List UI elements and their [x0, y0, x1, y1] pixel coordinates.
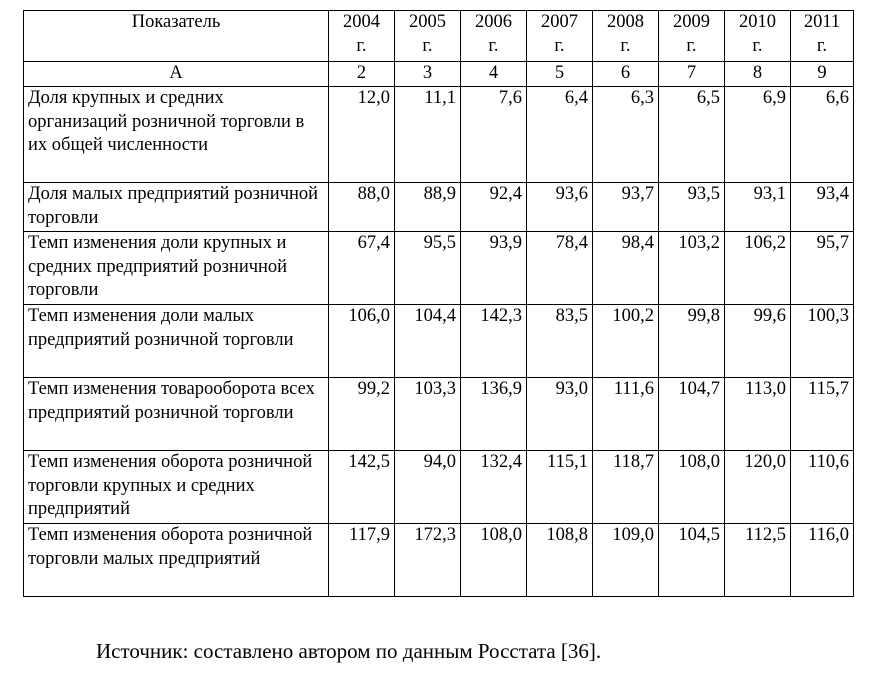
- table-row: [24, 182, 854, 231]
- value-cell: 88,0: [329, 182, 395, 231]
- value-cell: 93,1: [725, 182, 791, 231]
- value-cell: 113,0: [725, 377, 791, 450]
- header-year: 2009 г.: [659, 11, 725, 62]
- source-note: Источник: составлено автором по данным Росстата [36].: [96, 639, 602, 663]
- table-row: [24, 304, 854, 377]
- value-cell: 98,4: [593, 231, 659, 304]
- value-cell: 104,7: [659, 377, 725, 450]
- value-cell: 99,6: [725, 304, 791, 377]
- value-cell: 106,2: [725, 231, 791, 304]
- index-cell: 2: [329, 62, 395, 87]
- index-cell: 4: [461, 62, 527, 87]
- index-cell: 5: [527, 62, 593, 87]
- index-cell: 8: [725, 62, 791, 87]
- index-cell: А: [24, 62, 329, 87]
- index-cell: 9: [791, 62, 854, 87]
- table-row: [24, 450, 854, 523]
- value-cell: 95,5: [395, 231, 461, 304]
- index-cell: 6: [593, 62, 659, 87]
- value-cell: 103,2: [659, 231, 725, 304]
- table-row: [24, 377, 854, 450]
- value-cell: 103,3: [395, 377, 461, 450]
- value-cell: 142,5: [329, 450, 395, 523]
- value-cell: 172,3: [395, 523, 461, 596]
- value-cell: 94,0: [395, 450, 461, 523]
- value-cell: 93,9: [461, 231, 527, 304]
- table-row: [24, 86, 854, 182]
- value-cell: 120,0: [725, 450, 791, 523]
- value-cell: 110,6: [791, 450, 854, 523]
- value-cell: 93,7: [593, 182, 659, 231]
- index-row: [24, 62, 854, 87]
- value-cell: 7,6: [461, 86, 527, 182]
- value-cell: 111,6: [593, 377, 659, 450]
- value-cell: 116,0: [791, 523, 854, 596]
- value-cell: 12,0: [329, 86, 395, 182]
- value-cell: 108,0: [461, 523, 527, 596]
- value-cell: 67,4: [329, 231, 395, 304]
- value-cell: 6,3: [593, 86, 659, 182]
- value-cell: 11,1: [395, 86, 461, 182]
- value-cell: 6,4: [527, 86, 593, 182]
- row-label: Темп изменения доли малых предприятий розничной торговли: [24, 304, 329, 377]
- header-year: 2006 г.: [461, 11, 527, 62]
- row-label: Темп изменения оборота розничной торговли малых предприятий: [24, 523, 329, 596]
- value-cell: 136,9: [461, 377, 527, 450]
- value-cell: 132,4: [461, 450, 527, 523]
- header-year: 2005 г.: [395, 11, 461, 62]
- header-year: 2011 г.: [791, 11, 854, 62]
- value-cell: 112,5: [725, 523, 791, 596]
- value-cell: 6,6: [791, 86, 854, 182]
- value-cell: 92,4: [461, 182, 527, 231]
- value-cell: 142,3: [461, 304, 527, 377]
- index-cell: 7: [659, 62, 725, 87]
- value-cell: 108,0: [659, 450, 725, 523]
- row-label: Темп изменения оборота розничной торговли крупных и средних предприятий: [24, 450, 329, 523]
- value-cell: 93,5: [659, 182, 725, 231]
- table-row: [24, 231, 854, 304]
- value-cell: 117,9: [329, 523, 395, 596]
- value-cell: 108,8: [527, 523, 593, 596]
- value-cell: 115,1: [527, 450, 593, 523]
- value-cell: 109,0: [593, 523, 659, 596]
- value-cell: 99,8: [659, 304, 725, 377]
- value-cell: 6,9: [725, 86, 791, 182]
- header-year: 2007 г.: [527, 11, 593, 62]
- value-cell: 115,7: [791, 377, 854, 450]
- header-row: [24, 11, 854, 62]
- index-cell: 3: [395, 62, 461, 87]
- value-cell: 118,7: [593, 450, 659, 523]
- value-cell: 78,4: [527, 231, 593, 304]
- row-label: Темп изменения товарооборота всех предприятий розничной торговли: [24, 377, 329, 450]
- row-label: Темп изменения доли крупных и средних предприятий розничной торговли: [24, 231, 329, 304]
- value-cell: 104,5: [659, 523, 725, 596]
- value-cell: 106,0: [329, 304, 395, 377]
- value-cell: 100,2: [593, 304, 659, 377]
- value-cell: 88,9: [395, 182, 461, 231]
- row-label: Доля крупных и средних организаций розничной торговли в их общей численности: [24, 86, 329, 182]
- value-cell: 83,5: [527, 304, 593, 377]
- value-cell: 93,0: [527, 377, 593, 450]
- header-year: 2010 г.: [725, 11, 791, 62]
- value-cell: 93,4: [791, 182, 854, 231]
- table-row: [24, 523, 854, 596]
- row-label: Доля малых предприятий розничной торговли: [24, 182, 329, 231]
- value-cell: 95,7: [791, 231, 854, 304]
- value-cell: 104,4: [395, 304, 461, 377]
- value-cell: 6,5: [659, 86, 725, 182]
- value-cell: 99,2: [329, 377, 395, 450]
- header-indicator: Показатель: [24, 11, 329, 62]
- header-year: 2008 г.: [593, 11, 659, 62]
- statistics-table: [23, 10, 854, 597]
- value-cell: 100,3: [791, 304, 854, 377]
- value-cell: 93,6: [527, 182, 593, 231]
- header-year: 2004 г.: [329, 11, 395, 62]
